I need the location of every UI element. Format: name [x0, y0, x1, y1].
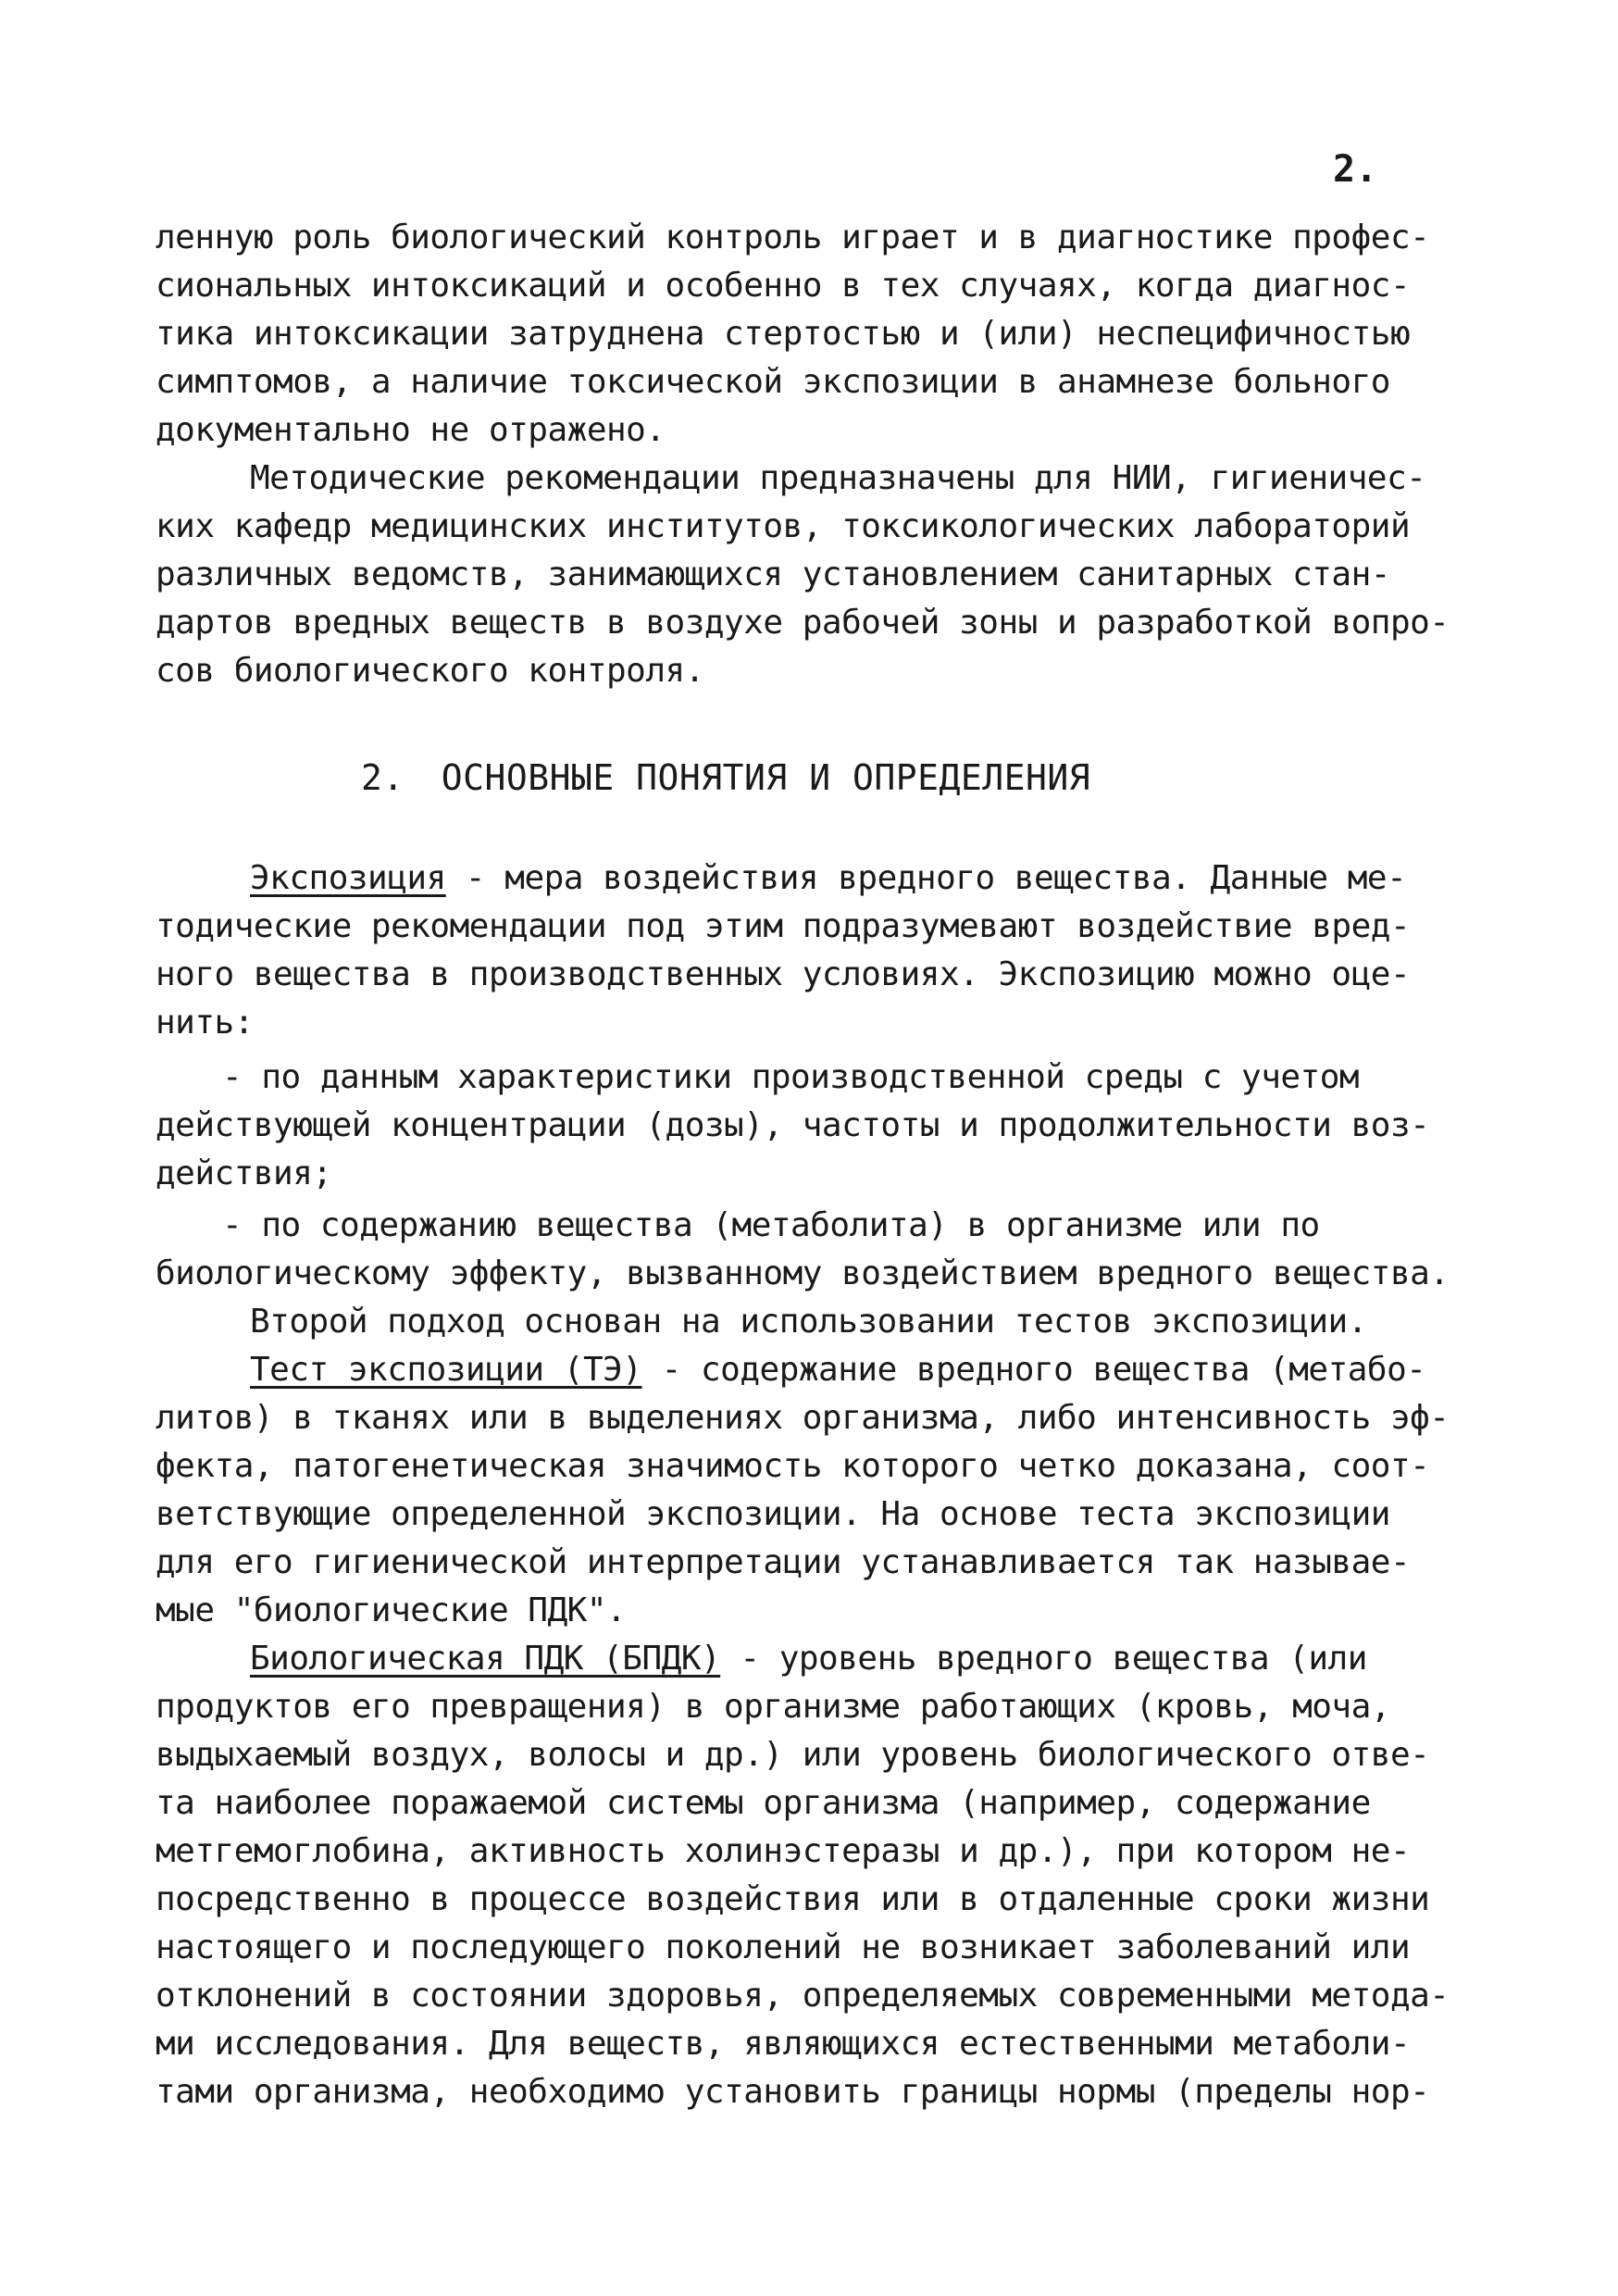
paragraph-line: сиональных интоксикаций и особенно в тех случаях, когда диагнос- [156, 267, 1411, 305]
paragraph-line: сов биологического контроля. [156, 652, 704, 690]
paragraph-line: настоящего и последующего поколений не возникает заболеваний или [156, 1928, 1411, 1966]
paragraph-line: для его гигиенической интерпретации устанавливается так называе- [156, 1543, 1411, 1581]
section-title: ОСНОВНЫЕ ПОНЯТИЯ И ОПРЕДЕЛЕНИЯ [441, 757, 1091, 798]
bullet-line: - по данным характеристики производственной среды с учетом [222, 1058, 1360, 1096]
paragraph-line: различных ведомств, занимающихся установлением санитарных стан- [156, 555, 1390, 593]
paragraph-line: литов) в тканях или в выделениях организма, либо интенсивность эф- [156, 1399, 1450, 1437]
term-exposure-test: Тест экспозиции (ТЭ) [250, 1351, 642, 1389]
paragraph-line: тика интоксикации затруднена стертостью и (или) неспецифичностью [156, 315, 1411, 353]
definition-line [250, 1637, 1564, 1681]
paragraph-line: действия; [156, 1154, 332, 1192]
paragraph-line: нить: [156, 1004, 254, 1042]
paragraph-line: ми исследования. Для веществ, являющихся естественными метаболи- [156, 2025, 1411, 2063]
definition-text: - содержание вредного вещества (метабо- [641, 1351, 1426, 1389]
paragraph-line: посредственно в процессе воздействия или в отдаленные сроки жизни [156, 1880, 1430, 1918]
paragraph-line: фекта, патогенетическая значимость которого четко доказана, соот- [156, 1447, 1430, 1485]
paragraph-line: отклонений в состоянии здоровья, определяемых современными метода- [156, 1977, 1450, 2015]
paragraph-line: тодические рекомендации под этим подразумевают воздействие вред- [156, 907, 1411, 945]
paragraph-line: выдыхаемый воздух, волосы и др.) или уровень биологического отве- [156, 1736, 1430, 1774]
paragraph-line: продуктов его превращения) в организме работающих (кровь, моча, [156, 1688, 1390, 1726]
term-exposure: Экспозиция [250, 859, 446, 897]
paragraph-line: дартов вредных веществ в воздухе рабочей зоны и разработкой вопро- [156, 604, 1450, 642]
paragraph-line: ного вещества в производственных условиях. Экспозицию можно оце- [156, 955, 1411, 993]
paragraph-line: Второй подход основан на использовании тестов экспозиции. [250, 1303, 1367, 1341]
paragraph-line: мые "биологические ПДК". [156, 1591, 627, 1629]
paragraph-line: метгемоглобина, активность холинэстеразы и др.), при котором не- [156, 1832, 1411, 1870]
paragraph-line: ленную роль биологический контроль играет и в диагностике профес- [156, 218, 1430, 256]
paragraph-line: биологическому эффекту, вызванному воздействием вредного вещества. [156, 1254, 1450, 1292]
paragraph-line: документально не отражено. [156, 411, 666, 449]
paragraph-line: действующей концентрации (дозы), частоты и продолжительности воз- [156, 1106, 1430, 1144]
paragraph-line: Методические рекомендации предназначены для НИИ, гигиеничес- [250, 459, 1426, 497]
paragraph-line: ветствующие определенной экспозиции. На основе теста экспозиции [156, 1495, 1390, 1533]
page-number: 2. [1333, 148, 1378, 191]
term-biological-mac: Биологическая ПДК (БПДК) [250, 1640, 721, 1678]
paragraph-line: та наиболее поражаемой системы организма (например, содержание [156, 1784, 1371, 1822]
definition-line [250, 856, 1564, 901]
definition-line [250, 1348, 1564, 1392]
section-heading [361, 757, 1090, 798]
bullet-line: - по содержанию вещества (метаболита) в организме или по [222, 1206, 1320, 1244]
definition-text: - мера воздействия вредного вещества. Данные ме- [445, 859, 1407, 897]
paragraph-line: симптомов, а наличие токсической экспозиции в анамнезе больного [156, 363, 1390, 401]
definition-text: - уровень вредного вещества (или [720, 1640, 1367, 1678]
section-number: 2. [361, 757, 404, 798]
paragraph-line: тами организма, необходимо установить границы нормы (пределы нор- [156, 2073, 1430, 2111]
paragraph-line: ких кафедр медицинских институтов, токсикологических лабораторий [156, 507, 1411, 545]
